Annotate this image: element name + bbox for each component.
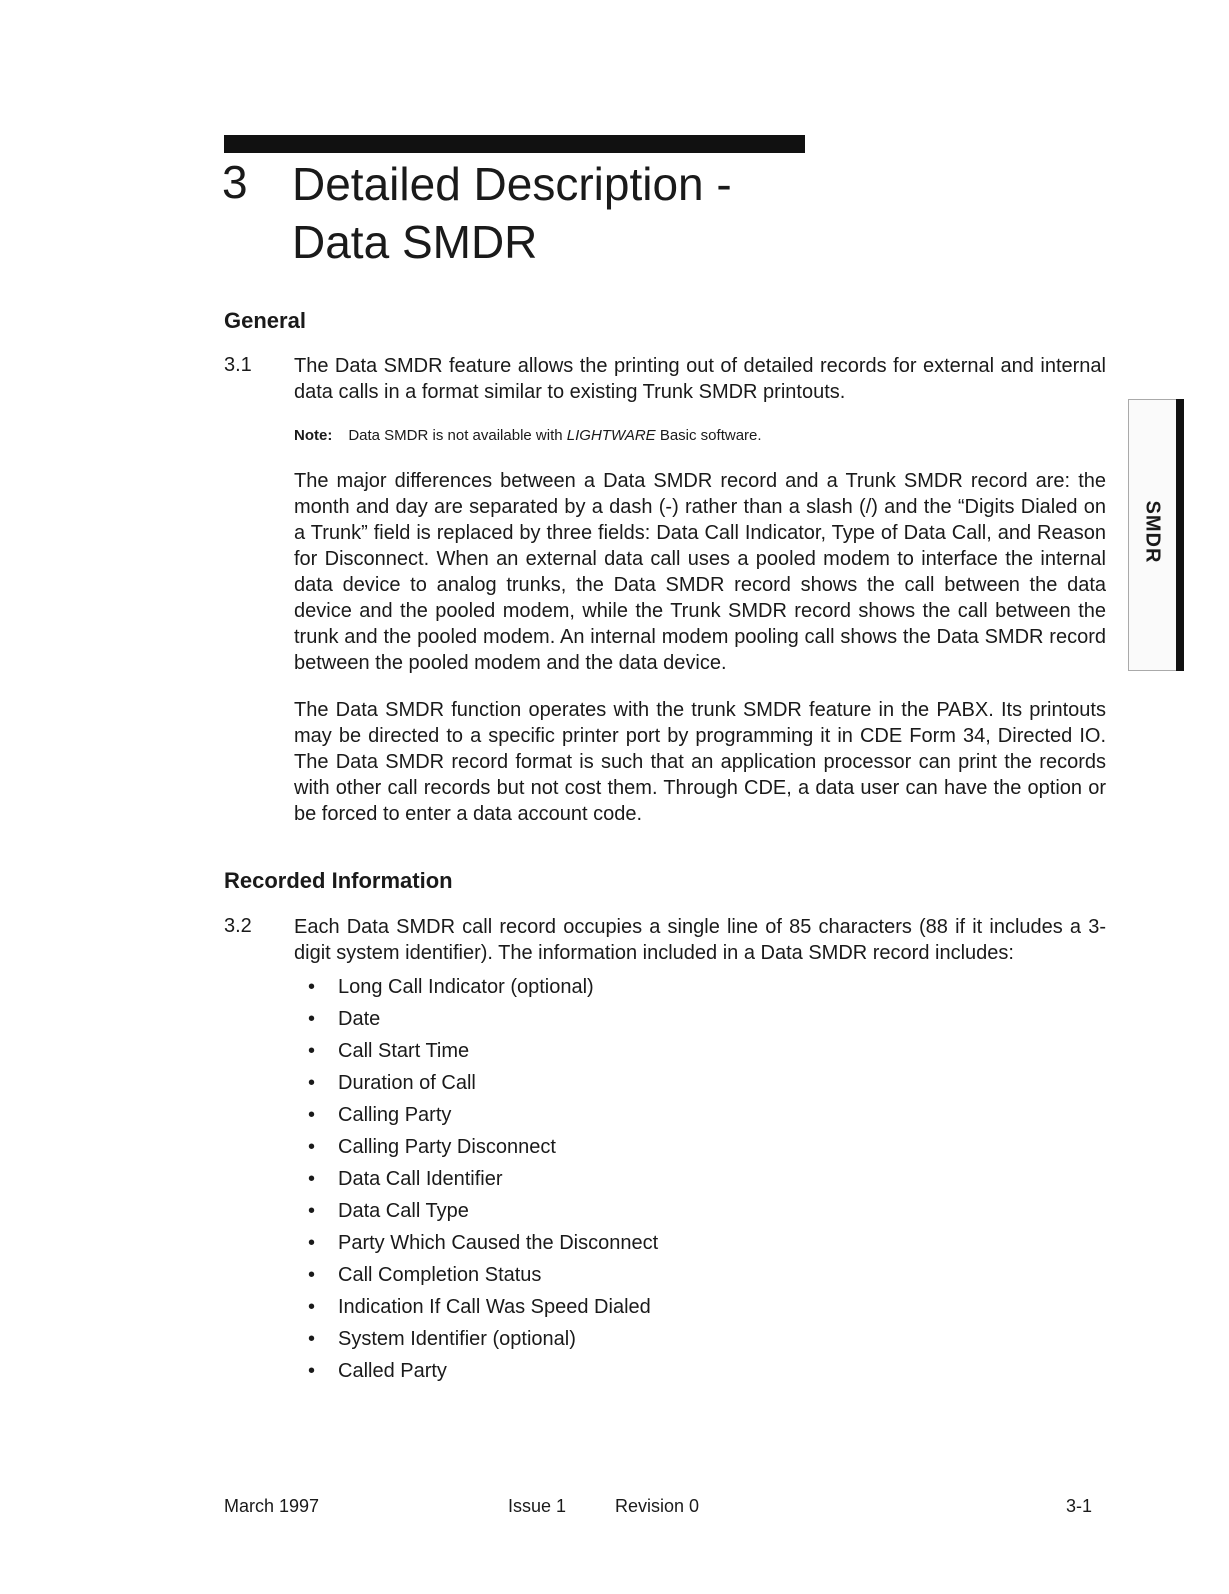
list-item: • Party Which Caused the Disconnect (308, 1227, 658, 1259)
side-tab-label: SMDR (1141, 500, 1164, 564)
list-item: • Data Call Identifier (308, 1163, 658, 1195)
list-item: • Data Call Type (308, 1195, 658, 1227)
record-fields-list (308, 971, 658, 1387)
list-item: • Calling Party Disconnect (308, 1131, 658, 1163)
footer-revision: Revision 0 (615, 1496, 700, 1516)
para-differences: The major differences between a Data SMDR record and a Trunk SMDR record are: the month and day are separated by a dash (-) rather than a slash (/) and the “Digits Dialed on a Trunk” field is replaced by three fields: Data Call Indicator, Type of Data Call, and Reason for Disconnect. When an external data call uses a pooled modem to interface the internal data device to analog trunks, the Data SMDR record shows the call between the data device and the pooled modem, while the Trunk SMDR record shows the call between the trunk and the pooled modem. An internal modem pooling call shows the Data SMDR record between the pooled modem and the data device. (294, 470, 1106, 674)
note-label: Note: (294, 427, 333, 444)
para-3-2: Each Data SMDR call record occupies a single line of 85 characters (88 if it includes a 3-digit system identifier). The information included in a Data SMDR record includes: (294, 916, 1106, 964)
list-item: • Duration of Call (308, 1067, 658, 1099)
chapter-number: 3 (222, 156, 249, 208)
list-item: • Call Completion Status (308, 1259, 658, 1291)
note-text-after: Basic software. (655, 427, 762, 444)
list-item: • Calling Party (308, 1099, 658, 1131)
chapter-title (292, 155, 852, 271)
footer-issue: Issue 1 (508, 1496, 567, 1516)
footer-page-number: 3-1 (1066, 1496, 1093, 1516)
list-item: • Call Start Time (308, 1035, 658, 1067)
chapter-title-line2: Data SMDR (292, 216, 538, 268)
note-text-before: Data SMDR is not available with (348, 427, 567, 444)
para-3-1: The Data SMDR feature allows the printing out of detailed records for external and internal data calls in a format similar to existing Trunk SMDR printouts. (294, 355, 1106, 403)
section-heading-recorded-information: Recorded Information (224, 868, 453, 893)
list-item: • Indication If Call Was Speed Dialed (308, 1291, 658, 1323)
section-heading-general: General (224, 308, 306, 333)
para-number-3-2: 3.2 (224, 915, 252, 937)
chapter-rule (224, 135, 805, 153)
para-function: The Data SMDR function operates with the trunk SMDR feature in the PABX. Its printouts may be directed to a specific printer port by programming it in CDE Form 34, Directed IO. The Data SMDR record format is such that an application processor can print the records with other call records but not cost them. Through CDE, a data user can have the option or be forced to enter a data account code. (294, 699, 1106, 825)
note-text-italic: LIGHTWARE (566, 427, 656, 444)
list-item: • Called Party (308, 1355, 658, 1387)
list-item: • Date (308, 1003, 658, 1035)
chapter-title-line1: Detailed Description - (292, 158, 732, 210)
side-tab-edge (1176, 399, 1184, 671)
list-item: • Long Call Indicator (optional) (308, 971, 658, 1003)
footer-date: March 1997 (224, 1496, 320, 1516)
list-item: • System Identifier (optional) (308, 1323, 658, 1355)
note (294, 427, 762, 444)
para-number-3-1: 3.1 (224, 354, 252, 376)
